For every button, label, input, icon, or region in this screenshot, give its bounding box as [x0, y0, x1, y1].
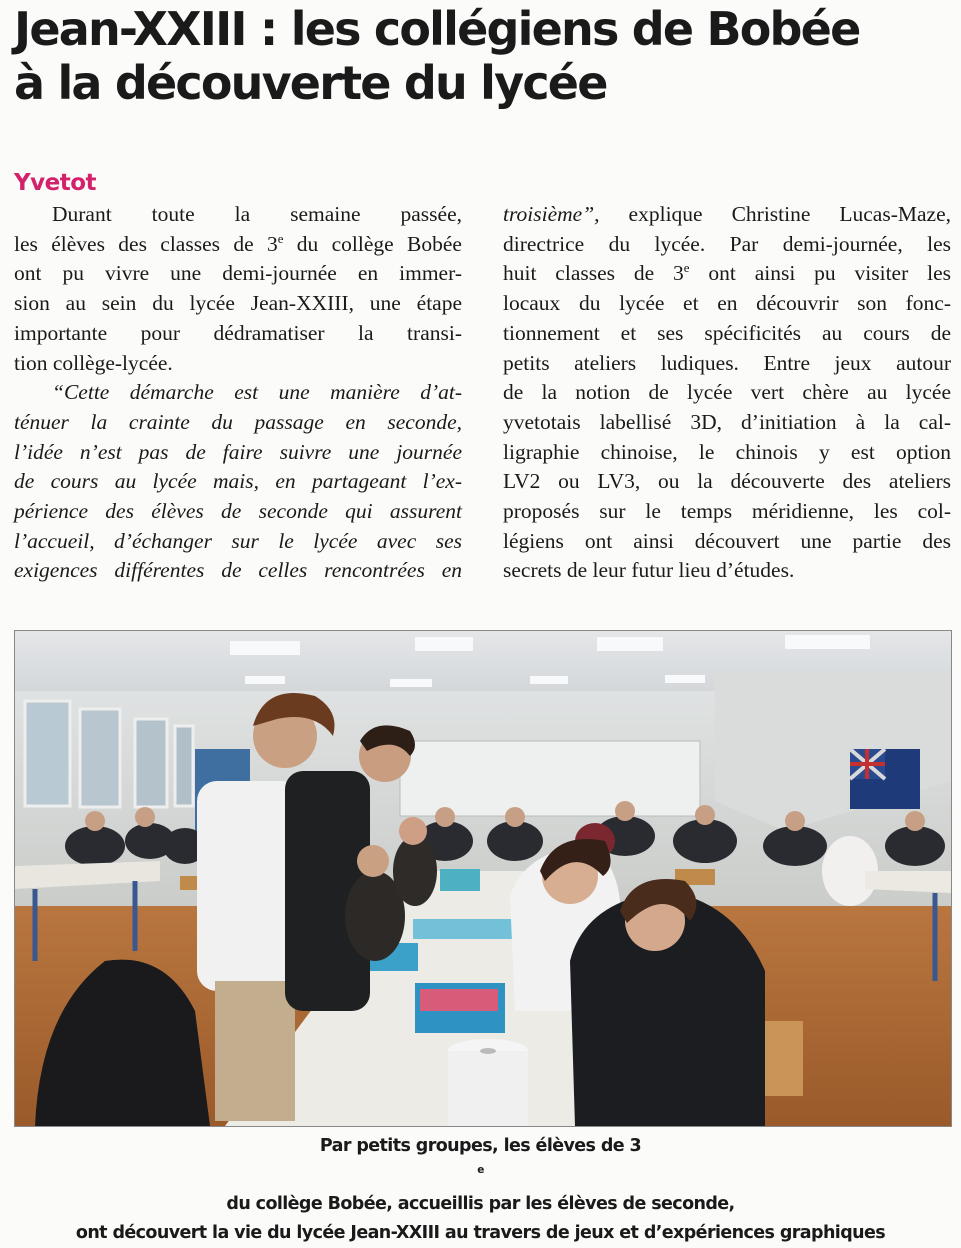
quote-line: “Cette démarche est une manière d’at-	[52, 380, 462, 405]
text-line: yvetotais labellisé 3D, d’initiation à la cal-	[503, 409, 951, 434]
text-line: importante pour dédramatiser la transi-	[14, 320, 462, 345]
headline-line-1: Jean-XXIII : les collégiens de Bobée	[14, 2, 860, 56]
headline-line-2: à la découverte du lycée	[14, 56, 607, 110]
text-line: proposés sur le temps méridienne, les col-	[503, 499, 951, 524]
caption-line-2: ont découvert la vie du lycée Jean-XXIII au travers de jeux et d’expériences graphiques	[75, 1223, 886, 1243]
text-line: secrets de leur futur lieu d’études.	[503, 558, 795, 583]
headline	[14, 2, 954, 110]
quote-line: de cours au lycée mais, en partageant l’ex-	[14, 469, 462, 494]
quote-line: l’accueil, d’échanger sur le lycée avec ses	[14, 528, 462, 553]
text-line: LV2 ou LV3, ou la découverte des ateliers	[503, 469, 951, 494]
text-line: petits ateliers ludiques. Entre jeux autour	[503, 350, 951, 375]
text-line: légiens ont ainsi découvert une partie des	[503, 528, 951, 553]
text-line: ligraphie chinoise, le chinois y est option	[503, 439, 951, 464]
text-line: locaux du lycée et en découvrir son fonc-	[503, 291, 951, 316]
text-line: ont pu vivre une demi-journée en immer-	[14, 261, 462, 286]
photo-caption	[0, 1132, 961, 1248]
text-line: de la notion de lycée vert chère au lycée	[503, 380, 951, 405]
quote-line: ténuer la crainte du passage en seconde,	[14, 409, 462, 434]
caption-line-1: Par petits groupes, les élèves de 3 $^e$ du collège Bobée, accueillis par les élèves de seconde,	[226, 1136, 735, 1214]
dateline: Yvetot	[14, 170, 97, 196]
quote-line: périence des élèves de seconde qui assurent	[14, 499, 462, 524]
text-line: directrice du lycée. Par demi-journée, les	[503, 231, 951, 256]
article-photo	[14, 630, 952, 1127]
text-line: tionnement et ses spécificités au cours de	[503, 320, 951, 345]
quote-line: exigences différentes de celles rencontrées en	[14, 558, 462, 583]
classroom-photo-illustration	[15, 631, 951, 1126]
article-column-left	[14, 200, 462, 586]
text-line: huit classes de 3e ont ainsi pu visiter les	[503, 261, 951, 286]
text-line: sion au sein du lycée Jean-XXIII, une étape	[14, 291, 462, 316]
text-line: Durant toute la semaine passée,	[52, 202, 462, 226]
quote-line: l’idée n’est pas de faire suivre une journée	[14, 439, 462, 464]
text-line: troisième”, explique Christine Lucas-Maze,	[503, 202, 951, 226]
text-line: tion collège-lycée.	[14, 350, 173, 375]
article-column-right	[503, 200, 951, 586]
text-line: les élèves des classes de 3e du collège Bobée	[14, 231, 462, 256]
